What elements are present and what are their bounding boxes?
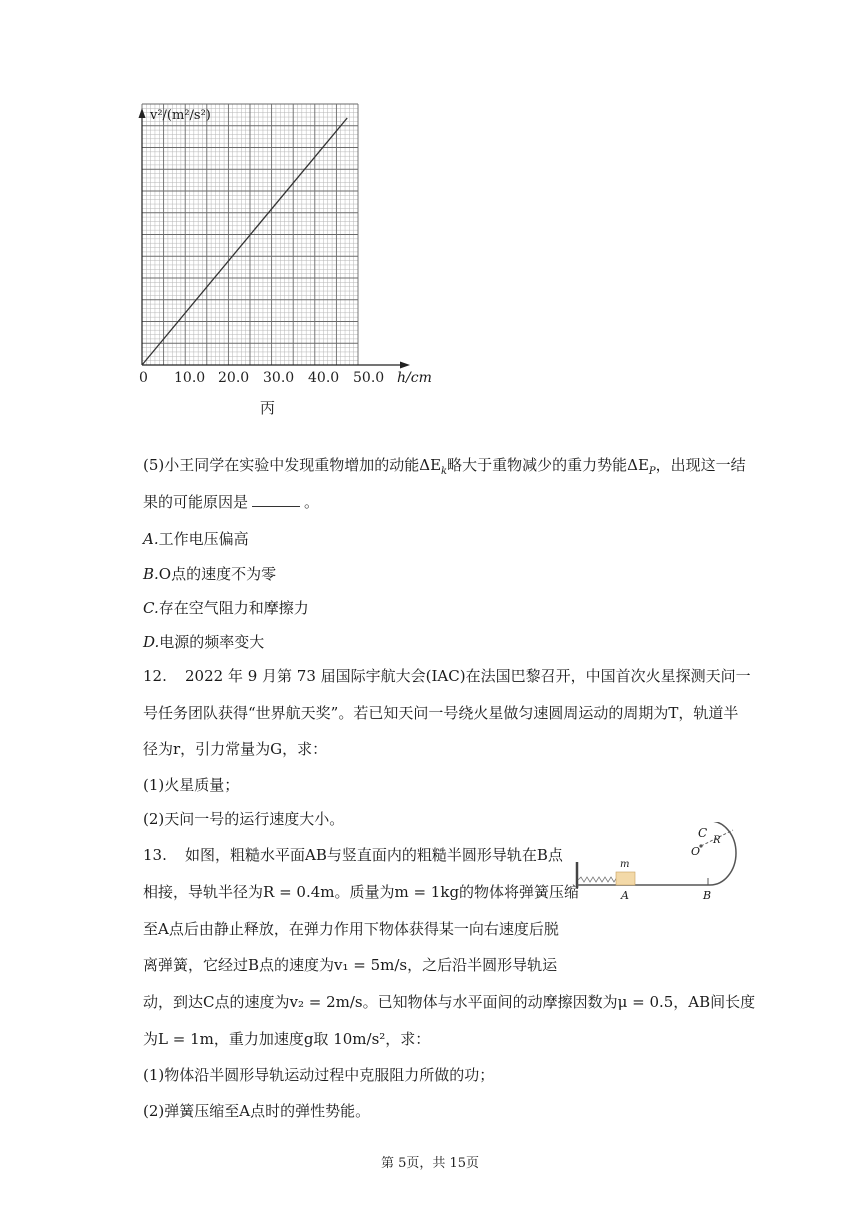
page-footer: 第 5页，共 15页 (380, 1156, 480, 1171)
data-line (142, 118, 347, 365)
q5-stem-part2: 略大于重物减少的重力势能ΔE (447, 456, 649, 474)
x-axis-label: h/cm (397, 370, 432, 386)
q13-text-1: 如图，粗糙水平面AB与竖直面内的粗糙半圆形导轨在B点 (185, 846, 563, 864)
figure-label: 丙 (260, 399, 276, 417)
q13-number: 13. (143, 846, 167, 864)
option-letter: B. (143, 565, 159, 583)
q5-stem-line2-b: 。 (304, 493, 320, 511)
option-letter: A. (143, 530, 159, 548)
label-o: O (691, 845, 701, 858)
y-axis-arrow (139, 108, 146, 118)
q12-line2: 号任务团队获得“世界航天奖”。若已知天问一号绕火星做匀速圆周运动的周期为T，轨道半 (143, 704, 739, 722)
x-tick-50: 50.0 (353, 370, 385, 386)
q12-sub2: (2)天问一号的运行速度大小。 (143, 810, 345, 828)
q13-line5: 动，到达C点的速度为v₂ = 2m/s。已知物体与水平面间的动摩擦因数为μ = 0.5，AB间长度 (143, 993, 756, 1011)
q5-stem-line1 (143, 455, 746, 482)
label-r: R (713, 835, 721, 846)
q13-line1 (143, 845, 563, 865)
option-letter: C. (143, 599, 159, 617)
q12-number: 12. (143, 667, 167, 685)
option-letter: D. (143, 633, 160, 651)
q13-line2: 相接，导轨半径为R = 0.4m。质量为m = 1kg的物体将弹簧压缩 (143, 883, 580, 901)
track-diagram (570, 822, 760, 904)
q13-line4: 离弹簧，它经过B点的速度为v₁ = 5m/s，之后沿半圆形导轨运 (143, 956, 558, 974)
q5-stem-part3: ，出现这一结 (655, 456, 746, 474)
q13-line3: 至A点后由静止释放，在弹力作用下物体获得某一向右速度后脱 (143, 920, 559, 938)
block-m (616, 872, 635, 885)
q13-sub2: (2)弹簧压缩至A点时的弹性势能。 (143, 1102, 371, 1120)
x-tick-20: 20.0 (218, 370, 250, 386)
q12-text-1: 2022 年 9 月第 73 届国际宇航大会(IAC)在法国巴黎召开，中国首次火星探测天问一 (185, 667, 751, 685)
q12-line1 (143, 666, 751, 686)
q13-figure (570, 822, 760, 904)
q5-answer-blank[interactable] (252, 492, 300, 507)
y-axis-label: v²/(m²/s²) (150, 108, 211, 123)
x-tick-40: 40.0 (308, 370, 340, 386)
q5-sub-k: k (441, 466, 448, 477)
q5-sub-p: P (648, 466, 656, 477)
x-tick-30: 30.0 (263, 370, 295, 386)
option-text: 工作电压偏高 (158, 530, 249, 548)
q5-stem-line2 (143, 492, 319, 512)
label-a: A (621, 889, 629, 902)
x-tick-10: 10.0 (174, 370, 206, 386)
q5-option-c (143, 598, 309, 618)
q13-line6: 为L = 1m，重力加速度g取 10m/s²，求： (143, 1030, 431, 1048)
option-text: O点的速度不为零 (158, 565, 277, 583)
x-axis-arrow (400, 362, 410, 369)
q5-stem-part1: (5)小王同学在实验中发现重物增加的动能ΔE (143, 456, 442, 474)
q5-option-a (143, 529, 249, 549)
option-text: 存在空气阻力和摩擦力 (158, 599, 309, 617)
x-tick-0: 0 (139, 370, 148, 386)
q12-sub1: (1)火星质量； (143, 776, 240, 794)
q13-sub1: (1)物体沿半圆形导轨运动过程中克服阻力所做的功； (143, 1066, 495, 1084)
q5-stem-line2-a: 果的可能原因是 (143, 493, 249, 511)
label-m: m (620, 859, 630, 870)
q12-line3: 径为r，引力常量为G，求： (143, 740, 328, 758)
label-c: C (698, 826, 708, 840)
q5-option-d (143, 632, 264, 652)
q5-option-b (143, 564, 276, 584)
option-text: 电源的频率变大 (159, 633, 265, 651)
label-b: B (703, 889, 712, 902)
